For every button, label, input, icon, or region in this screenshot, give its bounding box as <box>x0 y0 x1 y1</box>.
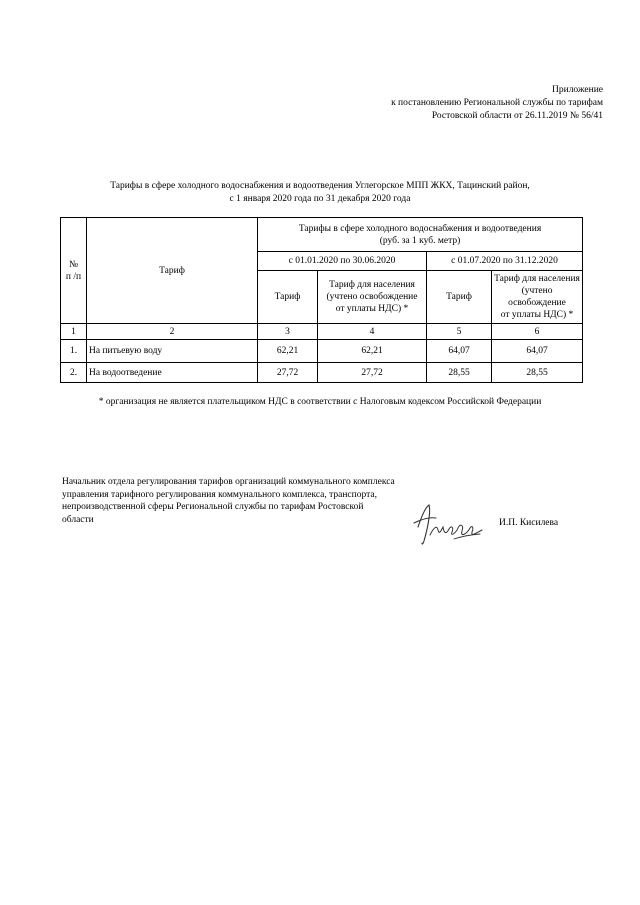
row-p1-tariff: 27,72 <box>258 363 318 383</box>
title-line-2: с 1 января 2020 года по 31 декабря 2020 года <box>229 194 411 204</box>
row-number: 2. <box>61 363 87 383</box>
header-p1-population: Тариф для населения (учтено освобождение от уплаты НДС) * <box>318 271 427 324</box>
header-p1-tariff: Тариф <box>258 271 318 324</box>
header-p2-population: Тариф для населения (учтено освобождение от уплаты НДС) * <box>492 271 583 324</box>
col-index: 3 <box>258 324 318 340</box>
row-p1-tariff: 62,21 <box>258 340 318 363</box>
vat-footnote: * организация не является плательщиком НДС в соответствии с Налоговым кодексом Российской Федерации <box>98 397 542 407</box>
signatory-line-2: управления тарифного регулирования коммунального комплекса, транспорта, <box>62 489 377 500</box>
appendix-line-1: Приложение <box>552 85 603 95</box>
table-row <box>61 340 583 363</box>
header-number: № п /п <box>61 218 87 324</box>
row-p1-population: 27,72 <box>318 363 427 383</box>
header-group: Тарифы в сфере холодного водоснабжения и водоотведения (руб. за 1 куб. метр) <box>258 218 583 252</box>
col-index: 4 <box>318 324 427 340</box>
header-p2-tariff: Тариф <box>427 271 492 324</box>
row-p1-population: 62,21 <box>318 340 427 363</box>
appendix-header <box>283 84 603 123</box>
header-period-2: с 01.07.2020 по 31.12.2020 <box>427 252 583 271</box>
row-p2-population: 28,55 <box>492 363 583 383</box>
appendix-line-2: к постановлению Региональной службы по тарифам <box>391 98 603 108</box>
col-index: 1 <box>61 324 87 340</box>
signatory-line-1: Начальник отдела регулирования тарифов организаций коммунального комплекса <box>62 477 395 487</box>
appendix-line-3: Ростовской области от 26.11.2019 № 56/41 <box>431 111 603 121</box>
row-p2-tariff: 28,55 <box>427 363 492 383</box>
row-p2-tariff: 64,07 <box>427 340 492 363</box>
signatory-line-4: области <box>62 514 94 525</box>
signatory-position <box>62 476 442 526</box>
row-number: 1. <box>61 340 87 363</box>
row-name: На водоотведение <box>87 363 258 383</box>
column-index-row <box>61 324 583 340</box>
header-period-1: с 01.01.2020 по 30.06.2020 <box>258 252 427 271</box>
title-line-1: Тарифы в сфере холодного водоснабжения и водоотведения Углегорское МПП ЖКХ, Тацинский район, <box>110 181 530 191</box>
row-name: На питьевую воду <box>87 340 258 363</box>
table-row <box>61 363 583 383</box>
row-p2-population: 64,07 <box>492 340 583 363</box>
col-index: 5 <box>427 324 492 340</box>
header-tariff: Тариф <box>87 218 258 324</box>
handwritten-signature <box>410 497 490 549</box>
col-index: 2 <box>87 324 258 340</box>
document-title <box>60 180 580 206</box>
tariffs-table <box>60 217 583 383</box>
signatory-name: И.П. Кисилева <box>499 518 559 528</box>
signatory-line-3: непроизводственной сферы Региональной службы по тарифам Ростовской <box>62 502 364 512</box>
col-index: 6 <box>492 324 583 340</box>
